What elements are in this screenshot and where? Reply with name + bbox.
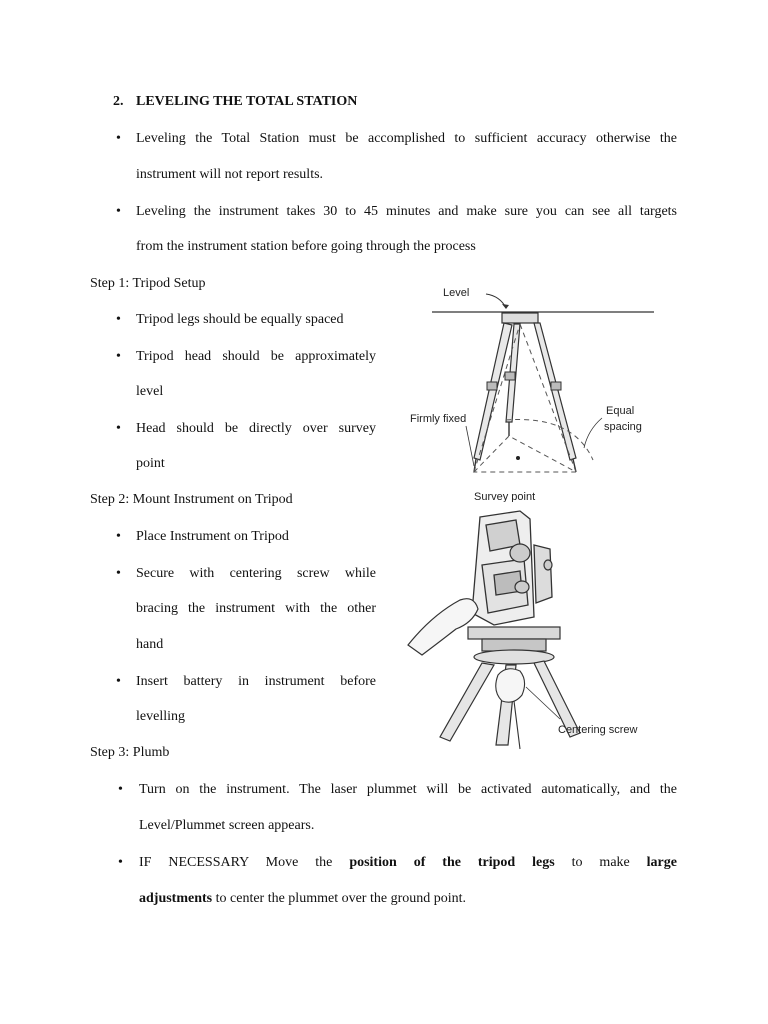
step-3-title: Step 3: Plumb	[90, 745, 170, 760]
spacing-label: spacing	[604, 421, 642, 433]
bullet-glyph: •	[116, 131, 121, 146]
step-2-bullet-3-line-1: Insert battery in instrument before	[136, 674, 376, 689]
bullet-glyph: •	[116, 312, 121, 327]
bullet-glyph: •	[116, 421, 121, 436]
step-3-bullet-1-line-2: Level/Plummet screen appears.	[139, 818, 315, 833]
firmly-fixed-arrow	[466, 426, 474, 466]
bullet-glyph: •	[116, 529, 121, 544]
firmly-fixed-label: Firmly fixed	[410, 413, 467, 425]
equal-spacing-arrow	[584, 418, 602, 448]
step-1-title: Step 1: Tripod Setup	[90, 276, 206, 291]
step-1-bullet-2-line-1: Tripod head should be approximately	[136, 349, 376, 364]
total-station-body	[472, 511, 552, 625]
section-number: 2.	[113, 94, 124, 109]
intro-bullet-2-line-1: Leveling the instrument takes 30 to 45 minutes and make sure you can see all targets	[136, 204, 677, 219]
level-arrow	[486, 294, 506, 308]
section-title: LEVELING THE TOTAL STATION	[136, 94, 358, 109]
survey-point-dot	[516, 456, 520, 460]
level-label: Level	[443, 287, 470, 299]
step-1-bullet-3-line-2: point	[136, 456, 165, 471]
bullet-glyph: •	[118, 855, 123, 870]
tribrach	[468, 627, 560, 664]
step-2-bullet-1: Place Instrument on Tripod	[136, 529, 289, 544]
level-arrowhead	[502, 304, 509, 309]
bullet-glyph: •	[116, 204, 121, 219]
instrument-mount-figure	[402, 505, 660, 750]
step-2-bullet-2-line-1: Secure with centering screw while	[136, 566, 376, 581]
step-2-bullet-3-line-2: levelling	[136, 709, 185, 724]
arm-line	[514, 701, 520, 749]
step-2-bullet-2-line-3: hand	[136, 637, 164, 652]
step-3-bullet-2-line-2	[139, 891, 466, 907]
leg-tips	[474, 422, 576, 472]
step-3-bullet-1-line-1: Turn on the instrument. The laser plummet will be activated automatically, and the	[139, 782, 677, 797]
step-1-bullet-3-line-1: Head should be directly over survey	[136, 421, 376, 436]
plain-text: to center the plummet over the ground point.	[212, 891, 467, 906]
step-2-title: Step 2: Mount Instrument on Tripod	[90, 492, 293, 507]
bold-text: large	[646, 855, 677, 870]
step-1-bullet-1: Tripod legs should be equally spaced	[136, 312, 344, 327]
intro-bullet-1-line-2: instrument will not report results.	[136, 167, 324, 182]
bullet-glyph: •	[116, 349, 121, 364]
intro-bullet-2-line-2: from the instrument station before going through the process	[136, 239, 476, 254]
bold-text: position of the tripod legs	[349, 855, 555, 870]
bullet-glyph: •	[116, 674, 121, 689]
bullet-glyph: •	[118, 782, 123, 797]
bullet-glyph: •	[116, 566, 121, 581]
step-3-bullet-2-line-1	[139, 855, 677, 871]
centering-screw-label: Centering screw	[558, 724, 638, 736]
tripod-setup-figure	[388, 280, 663, 502]
tripod-legs	[474, 323, 576, 460]
tripod-head	[502, 313, 538, 323]
plain-text: IF NECESSARY Move the	[139, 855, 350, 870]
equal-label: Equal	[606, 405, 635, 417]
step-1-bullet-2-line-2: level	[136, 384, 164, 399]
survey-point-label: Survey point	[474, 491, 536, 502]
step-2-bullet-2-line-2: bracing the instrument with the other	[136, 601, 376, 616]
plain-text: to make	[554, 855, 647, 870]
bold-text: adjustments	[139, 891, 213, 906]
intro-bullet-1-line-1: Leveling the Total Station must be accomplished to sufficient accuracy otherwise the	[136, 131, 677, 146]
screw-hand	[496, 669, 525, 702]
